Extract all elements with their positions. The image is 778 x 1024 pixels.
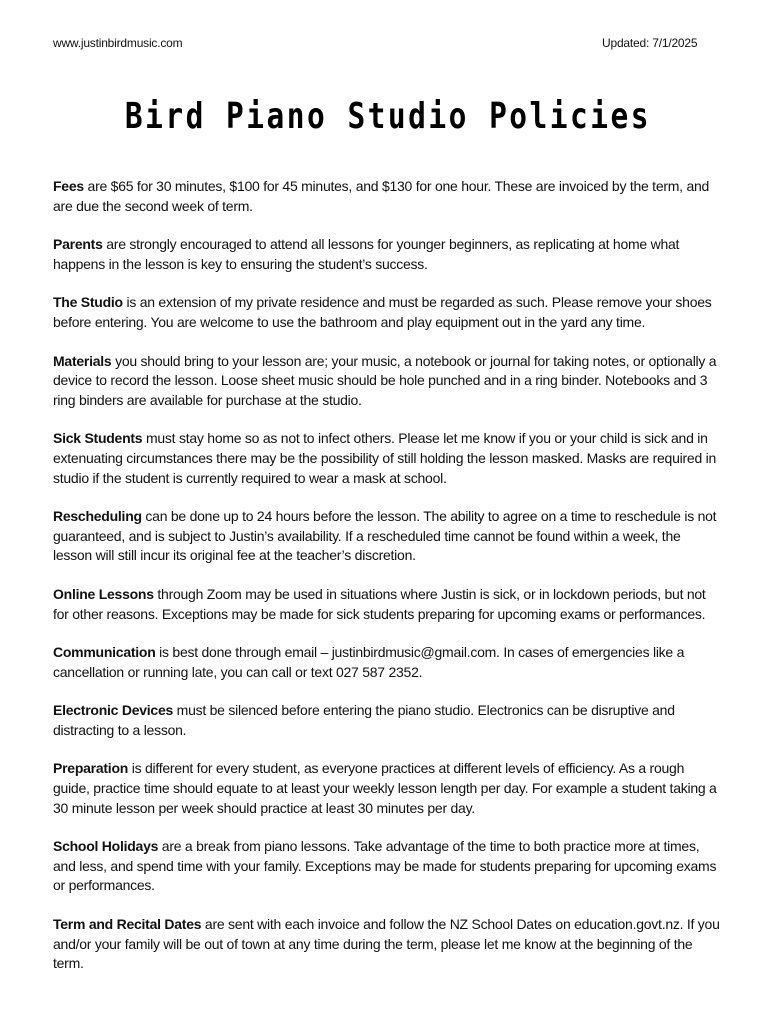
policy-text: is best done through email – justinbirdmusic@gmail.com. In cases of emergencies like a cancellation or running late, you can call or text 027 587 2352.	[53, 644, 685, 680]
policy-text: are a break from piano lessons. Take advantage of the time to both practice more at times, and less, and spend time with your family. Exceptions may be made for students preparing for upcoming exams or performances.	[53, 838, 717, 894]
policy-term: Communication	[53, 644, 156, 661]
policy-term: Electronic Devices	[53, 702, 174, 719]
policy-the-studio	[53, 293, 721, 332]
policy-text: can be done up to 24 hours before the lesson. The ability to agree on a time to reschedule is not guaranteed, and is subject to Justin’s availability. If a rescheduled time cannot be found within a week, the lesson will still incur its original fee at the teacher’s discretion.	[53, 508, 717, 564]
policy-term: Rescheduling	[53, 508, 142, 525]
policy-text: must stay home so as not to infect others. Please let me know if you or your child is sick and in extenuating circumstances there may be the possibility of still holding the lesson masked. Masks are required in studio if the student is currently required to wear a mask at school.	[53, 430, 717, 486]
updated-date: Updated: 7/1/2025	[602, 36, 698, 50]
policy-communication	[53, 643, 721, 682]
policy-sick-students	[53, 429, 721, 488]
policy-term: Term and Recital Dates	[53, 916, 202, 933]
policy-term: The Studio	[53, 294, 123, 311]
policy-term: School Holidays	[53, 838, 159, 855]
policy-electronic-devices	[53, 701, 721, 740]
policy-text: is an extension of my private residence and must be regarded as such. Please remove your shoes before entering. You are welcome to use the bathroom and play equipment out in the yard any time.	[53, 294, 712, 330]
policy-term-and-recital-dates	[53, 915, 721, 974]
policy-list	[53, 177, 721, 993]
policy-rescheduling	[53, 507, 721, 566]
policy-term: Parents	[53, 236, 103, 253]
policy-online-lessons	[53, 585, 721, 624]
policy-text: are strongly encouraged to attend all lessons for younger beginners, as replicating at home what happens in the lesson is key to ensuring the student’s success.	[53, 236, 680, 272]
policy-text: are $65 for 30 minutes, $100 for 45 minutes, and $130 for one hour. These are invoiced by the term, and are due the second week of term.	[53, 178, 710, 214]
policy-term: Fees	[53, 178, 84, 194]
policy-preparation	[53, 759, 721, 818]
website-url: www.justinbirdmusic.com	[53, 36, 183, 50]
policy-term: Materials	[53, 352, 112, 369]
policy-text: is different for every student, as everyone practices at different levels of efficiency. As a rough guide, practice time should equate to at least your weekly lesson length per day. For example a student taking a 30 minute lesson per week should practice at least 30 minutes per day.	[53, 760, 717, 816]
policy-text: through Zoom may be used in situations where Justin is sick, or in lockdown periods, but not for other reasons. Exceptions may be made for sick students preparing for upcoming exams or performances.	[53, 585, 706, 622]
policy-text: must be silenced before entering the piano studio. Electronics can be disruptive and distracting to a lesson.	[53, 702, 675, 738]
policy-materials	[53, 352, 721, 411]
policy-school-holidays	[53, 837, 721, 896]
policy-text: are sent with each invoice and follow the NZ School Dates on education.govt.nz. If you and/or your family will be out of town at any time during the term, please let me know at the beginning of the term.	[53, 916, 720, 972]
policy-fees	[53, 177, 721, 216]
policy-term: Online Lessons	[53, 585, 154, 602]
page-title: Bird Piano Studio Policies	[124, 96, 651, 137]
policy-term: Sick Students	[53, 430, 143, 447]
policy-parents	[53, 235, 721, 274]
policy-term: Preparation	[53, 760, 129, 777]
policy-text: you should bring to your lesson are; your music, a notebook or journal for taking notes, or optionally a device to record the lesson. Loose sheet music should be hole punched and in a ring binder. Notebooks and 3 ring binders are available for purchase at the studio.	[53, 352, 717, 408]
